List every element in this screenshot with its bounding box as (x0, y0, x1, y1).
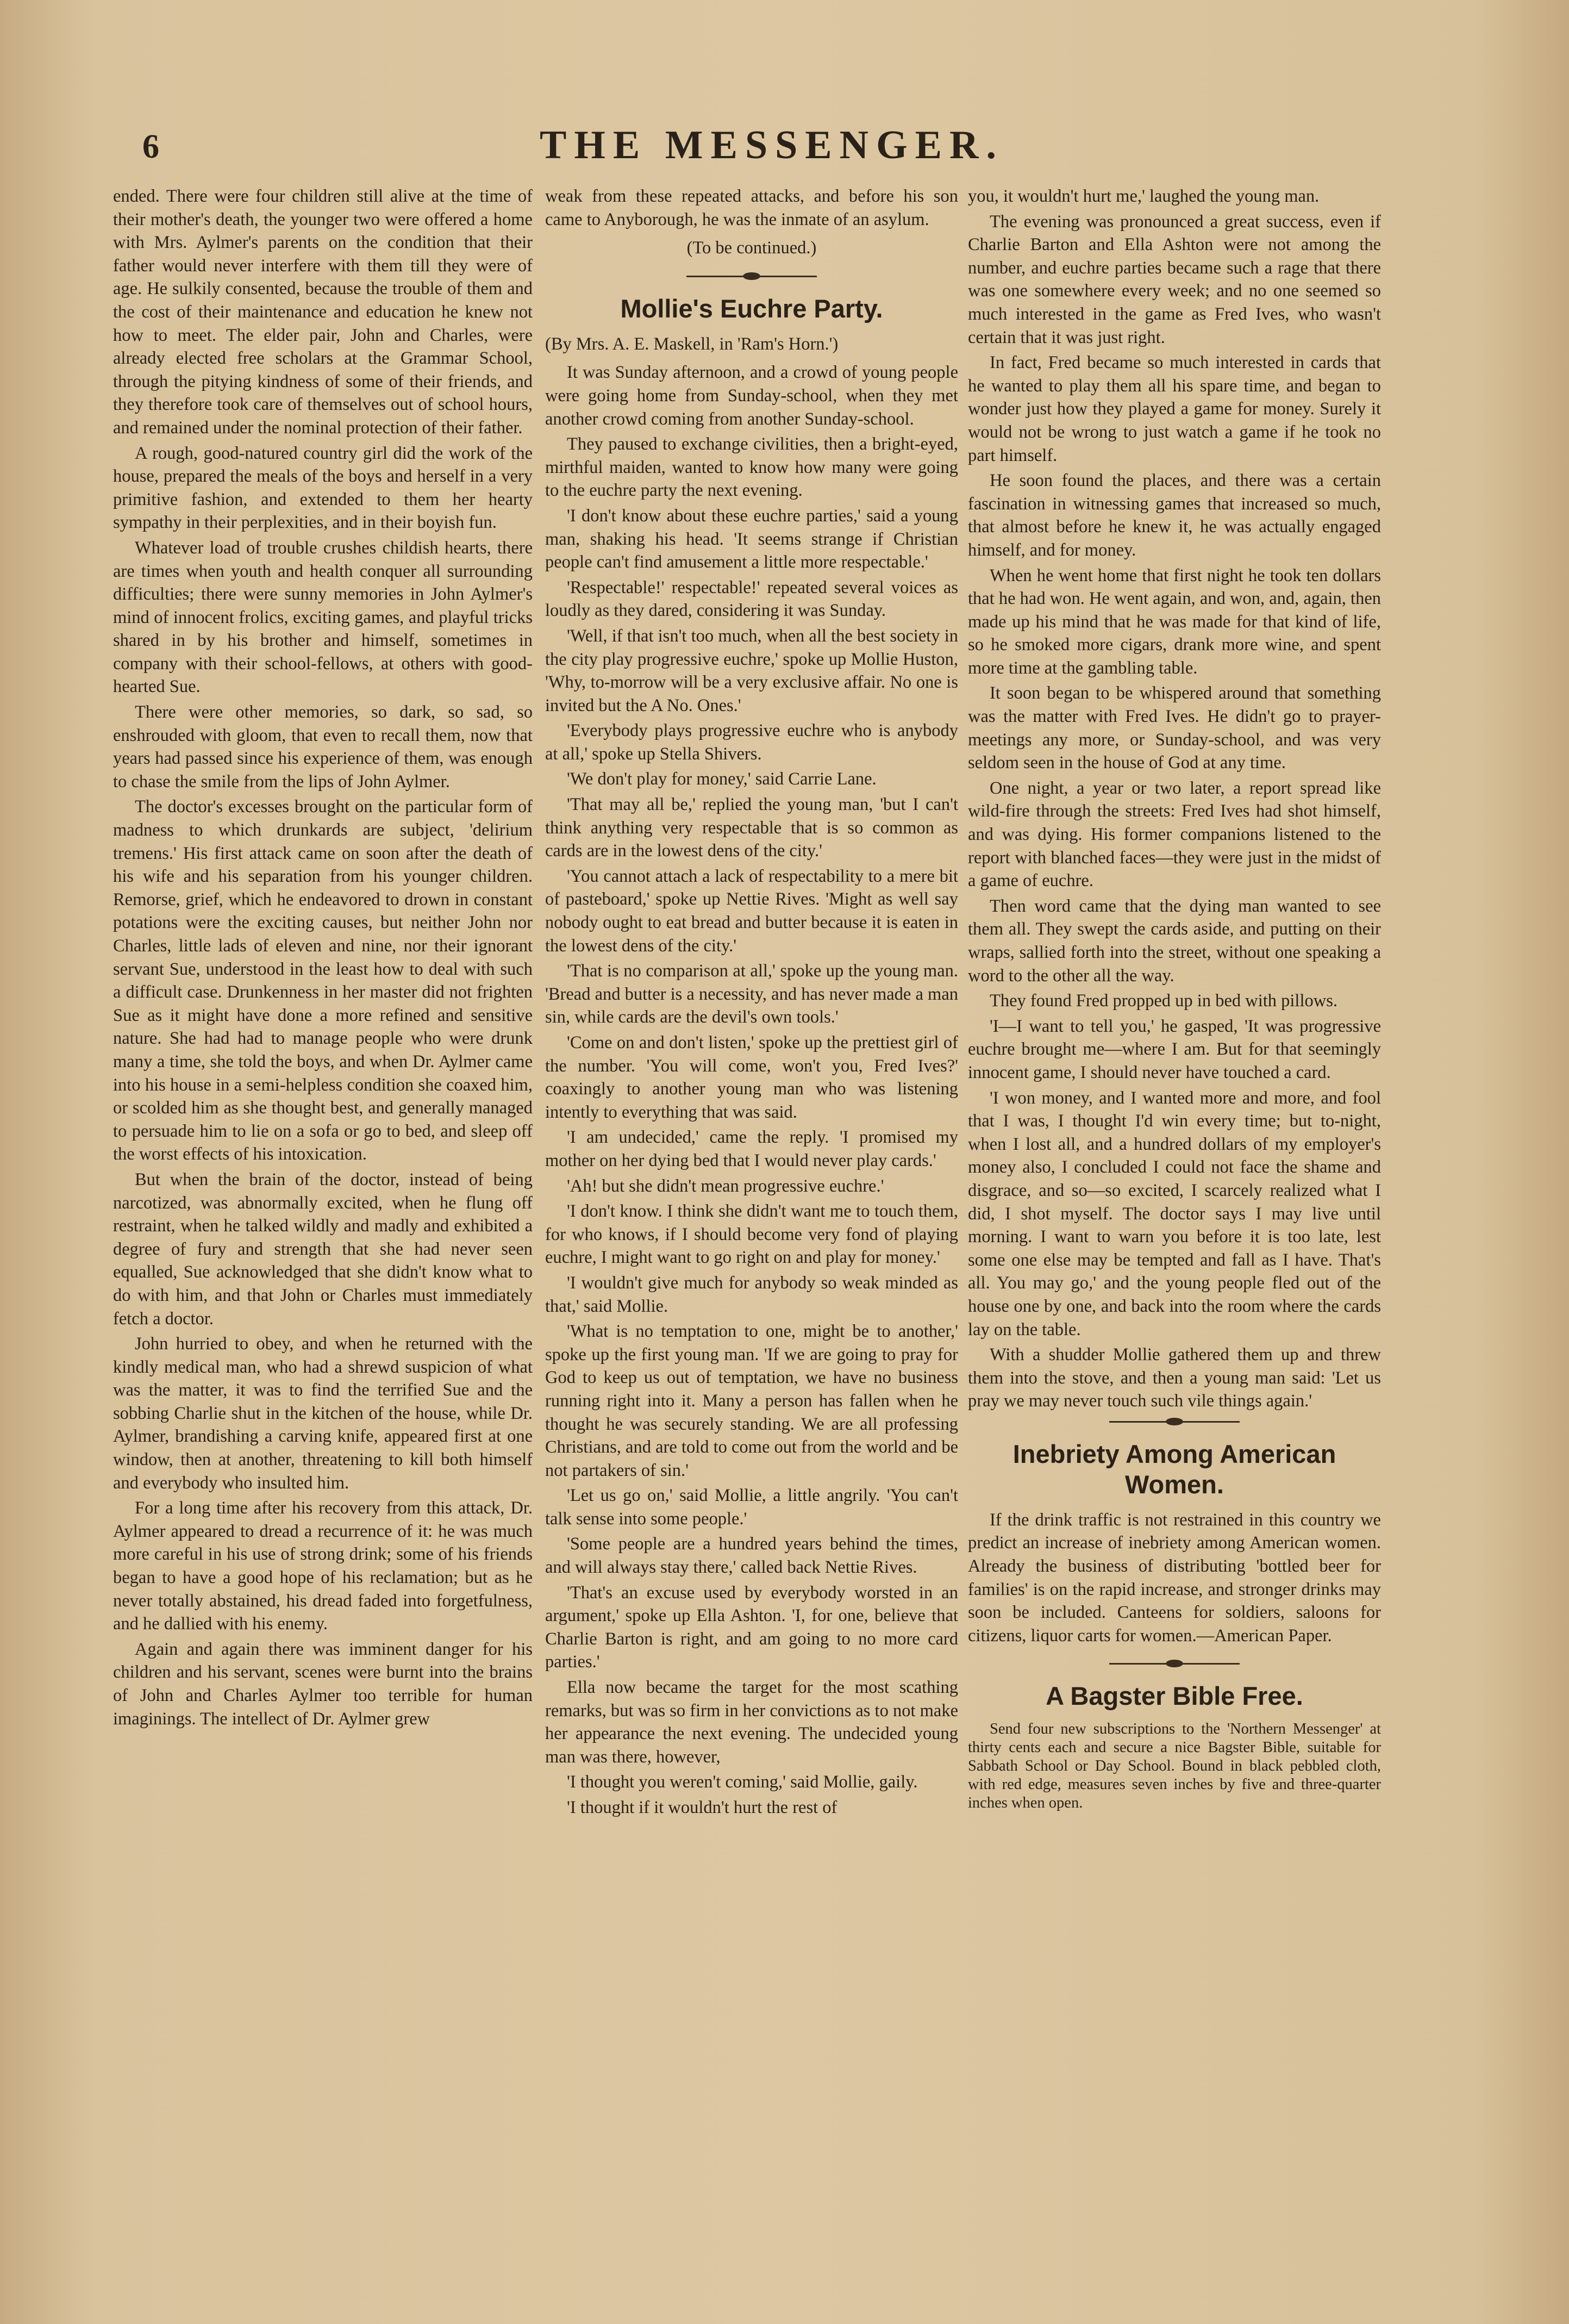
paragraph: Send four new subscriptions to the 'Northern Messenger' at thirty cents each and secure a nice Bagster Bible, suitable for Sabbath School or Day School. Bound in black pebbled cloth, with red edge, measures seven inches by five and three-quarter inches when open. (968, 1721, 1381, 1812)
paragraph: weak from these repeated attacks, and before his son came to Anyborough, he was the inmate of an asylum. (545, 186, 958, 229)
paragraph: It was Sunday afternoon, and a crowd of young people were going home from Sunday-school, when they met another crowd coming from another Sunday-school. (545, 363, 958, 429)
article-title-inebriety: Inebriety Among American Women. (1012, 1439, 1336, 1499)
paragraph: There were other memories, so dark, so sad, so enshrouded with gloom, that even to recall them, now that years had passed since his experience of them, was enough to chase the smile from the lips of John Aylmer. (113, 702, 533, 792)
paragraph: For a long time after his recovery from this attack, Dr. Aylmer appeared to dread a recurrence of it: he was much more careful in his use of strong drink; some of his friends began to have a good hope of his reclamation; but as he never totally abstained, his dread faded into forgetfulness, and he dallied with his enemy. (113, 1498, 533, 1634)
paragraph: He soon found the places, and there was a certain fascination in witnessing games that increased so much, that almost before he knew it, he was actually engaged himself, and for money. (968, 471, 1381, 560)
divider-ornament (968, 1657, 1381, 1670)
paragraph: 'Respectable!' respectable!' repeated several voices as loudly as they dared, considering it was Sunday. (545, 577, 958, 621)
paragraph: 'I am undecided,' came the reply. 'I promised my mother on her dying bed that I would never play cards.' (545, 1127, 958, 1170)
paragraph: If the drink traffic is not restrained in this country we predict an increase of inebriety among American women. Already the business of distributing 'bottled beer for families' is on the rapid increase, and stronger drinks may soon be included. Canteens for soldiers, saloons for citizens, liquor carts for women.—American Paper. (968, 1510, 1381, 1646)
paragraph: 'I won money, and I wanted more and more, and fool that I was, I thought I'd win every time; but to-night, when I lost all, and a hundred dollars of my employer's money also, I concluded I could not face the shame and disgrace, and so—so excited, I scarcely realized what I did, I shot myself. The doctor says I may live until morning. I want to warn you before it is too late, lest some one else may be tempted and fall as I have. That's all. You may go,' and the young people fled out of the house one by one, and back into the room where the cards lay on the table. (968, 1088, 1381, 1339)
column-2 (545, 185, 958, 1822)
paragraph: 'What is no temptation to one, might be to another,' spoke up the first young man. 'If we are going to pray for God to keep us out of temptation, we have no business running right into it. Many a person has fallen when he thought he was securely standing. We are all professing Christians, and are told to come out from the world and be not partakers of sin.' (545, 1322, 958, 1480)
paragraph: 'That is no comparison at all,' spoke up the young man. 'Bread and butter is a necessity, and has never made a man sin, while cards are the devil's own tools.' (545, 961, 958, 1027)
page-number: 6 (142, 128, 159, 165)
paragraph: 'I—I want to tell you,' he gasped, 'It was progressive euchre brought me—where I am. But for that seemingly innocent game, I should never have touched a card. (968, 1016, 1381, 1082)
paragraph: With a shudder Mollie gathered them up and threw them into the stove, and then a young man said: 'Let us pray we may never touch such vile things again.' (968, 1345, 1381, 1411)
paragraph: It soon began to be whispered around that something was the matter with Fred Ives. He didn't go to prayer-meetings any more, or Sunday-school, and was very seldom seen in the house of God at any time. (968, 683, 1381, 773)
masthead-title: THE MESSENGER. (540, 123, 1004, 167)
paragraph: ended. There were four children still alive at the time of their mother's death, the younger two were offered a home with Mrs. Aylmer's parents on the condition that their father would never interfere with them till they were of age. He sulkily consented, because the trouble of them and the cost of their maintenance and education he knew not how to meet. The elder pair, John and Charles, were already elected free scholars at the Grammar School, through the pitying kindness of some of their friends, and they therefore took care of themselves out of school hours, and remained under the nominal protection of their father. (113, 186, 533, 438)
paragraph: 'I thought if it wouldn't hurt the rest of (567, 1798, 837, 1817)
column-1 (113, 185, 533, 1733)
paragraph: The evening was pronounced a great success, even if Charlie Barton and Ella Ashton were not among the number, and euchre parties became such a rage that there was one somewhere every week; and no one seemed so much interested in the game as Fred Ives, who wasn't certain that it was just right. (968, 211, 1381, 347)
paragraph: The doctor's excesses brought on the particular form of madness to which drunkards are subject, 'delirium tremens.' His first attack came on soon after the death of his wife and his separation from his younger children. Remorse, grief, which he endeavored to drown in constant potations were the exciting causes, but neither John nor Charles, little lads of eleven and nine, nor their ignorant servant Sue, understood in the least how to deal with such a difficult case. Drunkenness in her master did not frighten Sue as it might have done a more refined and sensitive nature. She had had to manage people who were drunk many a time, she told the boys, and when Dr. Aylmer came into his house in a semi-helpless condition she coaxed him, or scolded him as she thought best, and generally managed to persuade him to lie on a sofa or go to bed, and sleep off the worst effects of his intoxication. (113, 797, 533, 1164)
paragraph: 'Everybody plays progressive euchre who is anybody at all,' spoke up Stella Shivers. (545, 721, 958, 764)
paragraph: 'Some people are a hundred years behind the times, and will always stay there,' called back Nettie Rives. (545, 1534, 958, 1578)
paragraph: 'I thought you weren't coming,' said Mollie, gaily. (567, 1772, 918, 1792)
paragraph: 'Well, if that isn't too much, when all the best society in the city play progressive euchre,' spoke up Mollie Huston, 'Why, to-morrow will be a very exclusive affair. No one is invited but the A No. Ones.' (545, 626, 958, 715)
paragraph: Whatever load of trouble crushes childish hearts, there are times when youth and health conquer all surrounding difficulties; there were sunny memories in John Aylmer's mind of innocent frolics, exciting games, and playful tricks shared in by his brother and himself, sometimes in company with their school-fellows, at others with good-hearted Sue. (113, 538, 533, 697)
paragraph: When he went home that first night he took ten dollars that he had won. He went again, and won, and, again, then made up his mind that he was made for that kind of life, so he smoked more cigars, drank more wine, and spent more time at the gambling table. (968, 565, 1381, 678)
paragraph: In fact, Fred became so much interested in cards that he wanted to play them all his spare time, and began to wonder just how they played a game for money. Surely it would not be wrong to just watch a game if he took no part himself. (968, 353, 1381, 465)
article-title-mollies-euchre-party: Mollie's Euchre Party. (620, 294, 883, 323)
paragraph: Again and again there was imminent danger for his children and his servant, scenes were burnt into the brains of John and Charles Aylmer too terrible for human imaginings. The intellect of Dr. Aylmer grew (113, 1639, 533, 1729)
page-header (0, 122, 1569, 171)
paragraph: But when the brain of the doctor, instead of being narcotized, was abnormally excited, when he flung off restraint, when he talked wildly and madly and exhibited a degree of fury and strength that she had never seen equalled, Sue acknowledged that she didn't know what to do with him, and that John or Charles must immediately fetch a doctor. (113, 1169, 533, 1329)
divider-ornament (545, 270, 958, 283)
paragraph: A rough, good-natured country girl did the work of the house, prepared the meals of the boys and herself in a very primitive fashion, and extended to them her hearty sympathy in their perplexities, and in their boyish fun. (113, 443, 533, 533)
article-byline: (By Mrs. A. E. Maskell, in 'Ram's Horn.') (545, 334, 839, 354)
paragraph: John hurried to obey, and when he returned with the kindly medical man, who had a shrewd suspicion of what was the matter, it was to find the terrified Sue and the sobbing Charlie shut in the kitchen of the house, while Dr. Aylmer, brandishing a carving knife, appeared first at one window, then at another, threatening to kill both himself and everybody who insulted him. (113, 1334, 533, 1493)
article-title-bagster-bible: A Bagster Bible Free. (1046, 1681, 1303, 1711)
paragraph: They found Fred propped up in bed with pillows. (990, 991, 1337, 1011)
paragraph: They paused to exchange civilities, then a bright-eyed, mirthful maiden, wanted to know how many were going to the euchre party the next evening. (545, 434, 958, 501)
paragraph: 'We don't play for money,' said Carrie Lane. (567, 769, 877, 789)
paragraph: 'That's an excuse used by everybody worsted in an argument,' spoke up Ella Ashton. 'I, for one, believe that Charlie Barton is right, and am going to no more card parties.' (545, 1582, 958, 1672)
paragraph: 'Let us go on,' said Mollie, a little angrily. 'You can't talk sense into some people.' (545, 1486, 958, 1529)
paragraph: 'I don't know about these euchre parties,' said a young man, shaking his head. 'It seems strange if Christian people can't find amusement a little more respectable.' (545, 506, 958, 572)
column-3 (968, 185, 1381, 1815)
paragraph: 'That may all be,' replied the young man, 'but I can't think anything very respectable that is so common as cards are in the lowest dens of the city.' (545, 795, 958, 861)
paragraph: 'You cannot attach a lack of respectability to a mere bit of pasteboard,' spoke up Nettie Rives. 'Might as well say nobody ought to eat bread and butter because it is eaten in the lowest dens of the city.' (545, 866, 958, 956)
paragraph: you, it wouldn't hurt me,' laughed the young man. (968, 186, 1320, 206)
paragraph: Ella now became the target for the most scathing remarks, but was so firm in her convictions as to not make her appearance the next evening. The undecided young man was there, however, (545, 1678, 958, 1767)
paragraph: 'I don't know. I think she didn't want me to touch them, for who knows, if I should become very fond of playing euchre, I might want to go right on and play for money.' (545, 1201, 958, 1268)
to-be-continued: (To be continued.) (686, 238, 817, 258)
paragraph: 'Ah! but she didn't mean progressive euchre.' (567, 1176, 884, 1196)
divider-ornament (968, 1415, 1381, 1428)
paragraph: 'I wouldn't give much for anybody so weak minded as that,' said Mollie. (545, 1273, 958, 1316)
paragraph: Then word came that the dying man wanted to see them all. They swept the cards aside, and putting on their wraps, sallied forth into the street, without one speaking a word to the other all the way. (968, 896, 1381, 986)
paragraph: One night, a year or two later, a report spread like wild-fire through the streets: Fred Ives had shot himself, and was dying. His former companions listened to the report with blanched faces—they were just in the midst of a game of euchre. (968, 778, 1381, 891)
paragraph: 'Come on and don't listen,' spoke up the prettiest girl of the number. 'You will come, won't you, Fred Ives?' coaxingly to another young man who was listening intently to everything that was said. (545, 1033, 958, 1122)
